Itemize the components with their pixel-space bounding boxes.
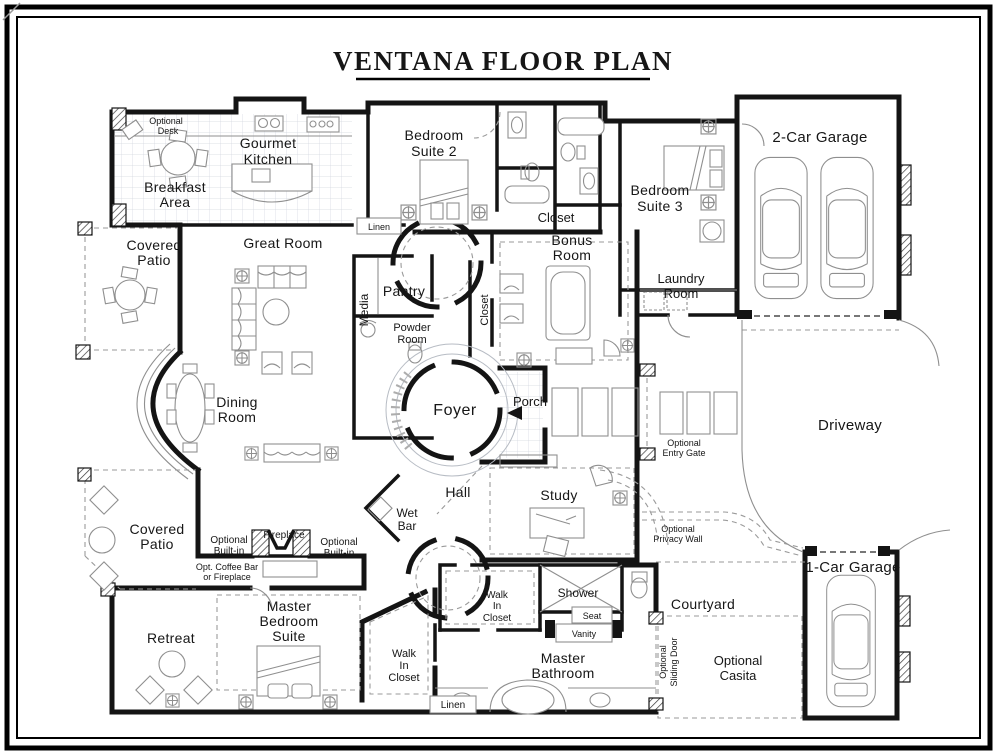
label-porch: Porch [513, 394, 547, 409]
label-breakfast-area: Breakfast [144, 179, 206, 195]
label-builtin-left-2: Built-in [213, 546, 245, 557]
label-laundry-room: Laundry [657, 271, 705, 286]
label-powder-room-2: Room [397, 334, 427, 346]
label-covered-patio-upper: Covered [126, 237, 182, 253]
label-1car-garage: 1-Car Garage [805, 559, 901, 576]
kitchen-island [232, 164, 312, 191]
label-wic-master-2: In [399, 660, 409, 672]
label-master-bathroom-2: Bathroom [531, 665, 595, 681]
label-bedroom-suite3: Bedroom [630, 182, 690, 198]
label-gourmet-kitchen: Gourmet [239, 135, 297, 151]
label-seat: Seat [582, 611, 602, 621]
suite2-bed [420, 160, 468, 224]
label-wet-bar: Wet [396, 506, 418, 520]
label-master-suite: Master [266, 598, 312, 614]
garage-car-1 [755, 157, 807, 298]
label-dining-room-2: Room [217, 409, 257, 425]
label-linen-upper: Linen [367, 222, 391, 232]
label-closet-foyer: Closet [479, 294, 491, 326]
label-vanity: Vanity [571, 629, 597, 639]
label-wic-master-3: Closet [388, 672, 420, 684]
breakfast-table [161, 141, 195, 175]
label-sliding-door-2: Sliding Door [669, 637, 679, 687]
label-wet-bar-2: Bar [397, 519, 417, 533]
label-entry-gate-2: Entry Gate [662, 448, 706, 458]
label-optional-casita-2: Casita [719, 668, 757, 683]
label-wic-bath-2: In [492, 601, 502, 612]
label-breakfast-area-2: Area [159, 194, 191, 210]
label-privacy-wall-2: Privacy Wall [653, 534, 703, 544]
label-driveway: Driveway [817, 417, 883, 434]
label-bonus-room: Bonus [551, 232, 593, 248]
label-powder-room: Powder [393, 322, 431, 334]
label-coffee-bar-2: or Fireplace [203, 572, 251, 582]
label-privacy-wall: Optional [661, 524, 695, 534]
label-pantry: Pantry [382, 283, 426, 299]
label-courtyard: Courtyard [670, 596, 736, 612]
label-2car-garage: 2-Car Garage [772, 129, 868, 146]
label-media: Media [357, 293, 371, 327]
label-linen-lower: Linen [440, 700, 466, 711]
label-builtin-left: Optional [210, 535, 248, 546]
label-covered-patio-lower: Covered [129, 521, 185, 537]
label-retreat: Retreat [146, 630, 196, 646]
label-closet-upper: Closet [537, 210, 575, 225]
label-builtin-right-2: Built-in [323, 548, 355, 559]
label-fireplace: Fireplace [263, 530, 305, 541]
plan-title [333, 46, 673, 79]
garage-car-2 [821, 157, 873, 298]
label-great-room: Great Room [243, 235, 323, 251]
label-study: Study [540, 487, 578, 503]
label-master-suite-2: Bedroom [259, 613, 319, 629]
label-sliding-door: Optional [658, 645, 668, 679]
label-foyer: Foyer [433, 402, 477, 419]
label-wic-master: Walk [391, 648, 417, 660]
label-bedroom-suite3-2: Suite 3 [637, 198, 683, 214]
label-bonus-room-2: Room [552, 247, 592, 263]
dining-table [175, 374, 205, 442]
label-bedroom-suite2-2: Suite 2 [411, 143, 457, 159]
label-wic-bath-3: Closet [482, 613, 512, 624]
label-entry-gate: Optional [667, 438, 701, 448]
label-builtin-right: Optional [320, 537, 358, 548]
garage-car-3 [827, 575, 876, 706]
label-wic-bath: Walk [486, 590, 508, 601]
label-coffee-bar: Opt. Coffee Bar [195, 562, 259, 572]
label-covered-patio-lower-2: Patio [140, 536, 174, 552]
page-title: VENTANA FLOOR PLAN [332, 46, 674, 76]
label-covered-patio-upper-2: Patio [137, 252, 171, 268]
label-dining-room: Dining [216, 394, 258, 410]
label-laundry-room-2: Room [663, 286, 699, 301]
label-master-bathroom: Master [540, 650, 586, 666]
label-optional-casita: Optional [713, 653, 763, 668]
driveway-lines [742, 320, 950, 552]
label-hall: Hall [445, 484, 471, 500]
master-tub [502, 686, 554, 714]
label-bedroom-suite2: Bedroom [404, 127, 464, 143]
courtyard-casita [600, 470, 805, 718]
label-optional-desk-2: Desk [157, 126, 179, 136]
study-desk [530, 508, 584, 538]
label-gourmet-kitchen-2: Kitchen [243, 151, 293, 167]
coffee-bar-outline [263, 561, 317, 577]
label-optional-desk: Optional [149, 116, 183, 126]
label-shower: Shower [557, 586, 599, 600]
label-master-suite-3: Suite [272, 628, 306, 644]
